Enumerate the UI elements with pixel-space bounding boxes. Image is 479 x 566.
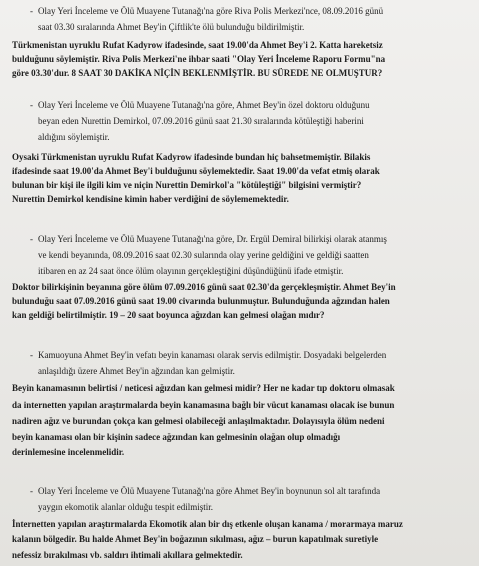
bold-paragraph-line: Doktor bilirkişinin beyanına göre ölüm 07.09.2016 günü saat 02.30'da gerçekleşmiştir. Ahmet Bey'in bbox=[12, 282, 396, 292]
paragraph-line: itibaren en az 24 saat önce ölüm olayının gerçekleştiğini düşündüğünü ifade etmiştir. bbox=[38, 266, 344, 276]
bold-paragraph-line: Beyin kanamasının belirtisi / neticesi ağızdan kan gelmesi midir? Her ne kadar tıp doktoru olmasak bbox=[12, 383, 395, 393]
bold-paragraph-line: da internetten yapılan araştırmalarda beyin kanamasına bağlı bir vücut kanaması olacak ise bunun bbox=[12, 400, 395, 410]
bold-paragraph-line: İnternetten yapılan araştırmalarda Ekomotik alan bir dış etkenle oluşan kanama / morarmaya maruz bbox=[12, 519, 403, 529]
bold-paragraph-line: Türkmenistan uyruklu Rufat Kadyrow ifadesinde, saat 19.00'da Ahmet Bey'i 2. Katta hareketsiz bbox=[12, 40, 383, 50]
paragraph-line: anlaşıldığı üzere Ahmet Bey'in ağzından kan gelmiştir. bbox=[38, 366, 235, 376]
bold-paragraph-line: nefessiz bırakılması vb. saldırı ihtimali akıllara gelmektedir. bbox=[12, 550, 243, 560]
paragraph-line: beyan eden Nurettin Demirkol, 07.09.2016 günü saat 21.30 sıralarında kötüleştiği haberini bbox=[38, 116, 364, 126]
paragraph-line: saat 03.30 sıralarında Ahmet Bey'in Çiftlik'te ölü bulunduğu bildirilmiştir. bbox=[38, 22, 305, 32]
bold-paragraph-line: beyin kanaması olan bir kişinin sadece ağzından kan gelmesinin olağan olup olmadığı bbox=[12, 432, 341, 442]
bold-paragraph-line: Oysaki Türkmenistan uyruklu Rufat Kadyrow ifadesinde bundan hiç bahsetmemiştir. Bilakis bbox=[12, 152, 371, 162]
bullet-dash: - bbox=[30, 100, 33, 110]
bold-paragraph-line: bulunduğu saat 07.09.2016 günü saat 19.00 civarında bulunmuştur. Bulunduğunda ağzından halen bbox=[12, 296, 390, 306]
bold-paragraph-line: ifadesinde saat 19.00'da Ahmet Bey'i bulduğunu söylemektedir. Saat 19.00'da vefat etmiş olarak bbox=[12, 166, 380, 176]
bold-paragraph-line: bulunan bir kişi ile ilgili kim ve niçin Nurettin Demirkol'a "kötüleştiği" bilgisini vermiştir? bbox=[12, 180, 362, 190]
paragraph-line: Olay Yeri İnceleme ve Ölü Muayene Tutanağı'na göre Ahmet Bey'in boynunun sol alt tarafında bbox=[38, 486, 381, 496]
bold-paragraph-line: kan geldiği belirtilmiştir. 19 – 20 saat boyunca ağızdan kan gelmesi olağan mıdır? bbox=[12, 310, 325, 320]
bold-paragraph-line: derinlemesine incelenmelidir. bbox=[12, 447, 125, 457]
bold-paragraph-line: bulduğunu söylemiştir. Riva Polis Merkezi'ne ihbar saati "Olay Yeri İnceleme Raporu Formu"na bbox=[12, 54, 386, 64]
bold-paragraph-line: nadiren ağız ve burundan çokça kan gelmesi olabileceği anlaşılmaktadır. Dolayısıyla ölüm nedeni bbox=[12, 416, 385, 426]
paragraph-line: Olay Yeri İnceleme ve Ölü Muayene Tutanağı'na göre Riva Polis Merkezi'nce, 08.09.2016 günü bbox=[38, 6, 384, 16]
paragraph-line: Olay Yeri İnceleme ve Ölü Muayene Tutanağı'na göre, Ahmet Bey'in özel doktoru olduğunu bbox=[38, 100, 370, 110]
paragraph-line: yaygın ekomotik alanlar olduğu tespit edilmiştir. bbox=[38, 502, 213, 512]
bold-paragraph-line: kalanın bölgedir. Bu halde Ahmet Bey'in boğazının sıkılması, ağız – burun kapatılmak suretiyle bbox=[12, 534, 379, 544]
paragraph-line: aldığını söylemiştir. bbox=[38, 132, 110, 142]
paragraph-line: Olay Yeri İnceleme ve Ölü Muayene Tutanağı'na göre, Dr. Ergül Demiral bilirkişi olarak atanmış bbox=[38, 234, 387, 244]
bullet-dash: - bbox=[30, 6, 33, 16]
bold-paragraph-line: Nurettin Demirkol kendisine kimin haber verdiğini de söylememektedir. bbox=[12, 194, 289, 204]
bullet-dash: - bbox=[30, 234, 33, 244]
bold-paragraph-line: göre 03.30'dur. 8 SAAT 30 DAKİKA NİÇİN BEKLENMİŞTİR. BU SÜREDE NE OLMUŞTUR? bbox=[12, 68, 383, 78]
bullet-dash: - bbox=[30, 486, 33, 496]
bullet-dash: - bbox=[30, 350, 33, 360]
paragraph-line: ve kendi beyanında, 08.09.2016 saat 02.30 sularında olay yerine geldiğini ve geldiği saatten bbox=[38, 250, 369, 260]
paragraph-line: Kamuoyuna Ahmet Bey'in vefatı beyin kanaması olarak servis edilmiştir. Dosyadaki belgelerden bbox=[38, 350, 387, 360]
